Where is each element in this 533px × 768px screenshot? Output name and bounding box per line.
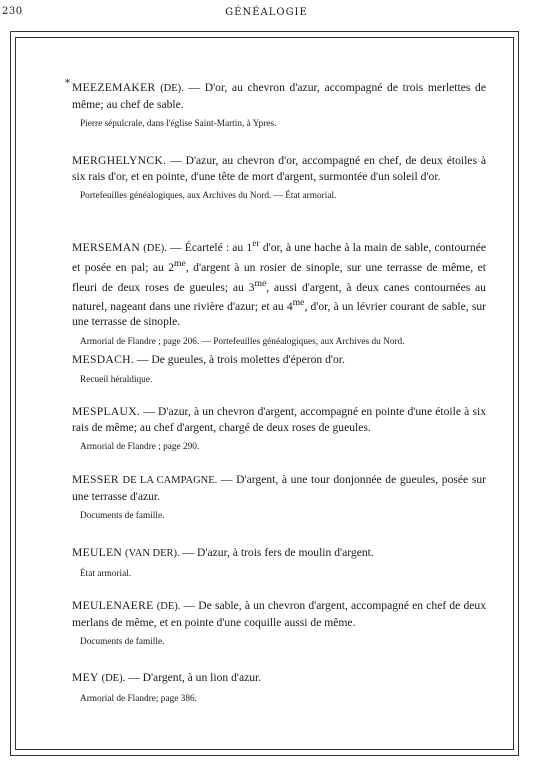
entry-blazon: — D'azur, au chevron d'or, accompagné en chef, de deux étoiles à six rais d'or, et en pointe, d'une tête de mort d'argent, surmontée d'un soleil d'or. bbox=[72, 154, 486, 183]
entry-source: Portefeuilles généalogiques, aux Archives du Nord. — État armorial. bbox=[80, 191, 337, 201]
entry-particle: (DE). bbox=[156, 601, 181, 612]
entry-blazon: — D'azur, à un chevron d'argent, accompagné en pointe d'une étoile à six rais de même; au chef d'argent, chargé de deux roses de gueules. bbox=[72, 405, 486, 434]
entry-name: MERSEMAN bbox=[72, 240, 141, 254]
entry-name: MESDACH. bbox=[72, 353, 134, 366]
entry-particle: DE LA CAMPAGNE. bbox=[122, 475, 218, 486]
ordinal-superscript: er bbox=[252, 238, 260, 249]
entry-mesdach bbox=[72, 352, 345, 386]
entry-messer bbox=[72, 472, 486, 522]
entry-text bbox=[72, 352, 345, 368]
entry-name: MEY bbox=[72, 671, 99, 684]
entry-blazon-part: , aussi d'argent, à deux canes contournées au naturel, nageant dans une rivière d'azur; et au 4 bbox=[72, 280, 486, 313]
page-number: 230 bbox=[2, 6, 23, 17]
entry-blazon: — D'argent, à un lion d'azur. bbox=[125, 671, 262, 684]
entry-source: État armorial. bbox=[80, 568, 132, 579]
entry-meulenaere bbox=[72, 598, 486, 648]
entry-blazon: — D'or, au chevron d'azur, accompagné de trois merlettes de même; au chef de sable. bbox=[72, 81, 487, 111]
entry-name: MERGHELYNCK. bbox=[72, 154, 167, 167]
ordinal-superscript: me bbox=[254, 277, 267, 289]
entry-source: Armorial de Flandre; page 386. bbox=[80, 693, 197, 704]
entry-source: Armorial de Flandre ; page 290. bbox=[80, 442, 200, 452]
entry-source: Documents de famille. bbox=[80, 511, 165, 521]
entry-blazon: — D'azur, à trois fers de moulin d'argent. bbox=[179, 546, 374, 559]
entry-text bbox=[72, 670, 261, 687]
entry-particle: (VAN DER). bbox=[125, 548, 180, 559]
entry-text bbox=[72, 472, 486, 504]
entry-source: Pierre sépulcrale, dans l'église Saint-Martin, à Ypres. bbox=[80, 119, 277, 129]
entry-name: MESSER bbox=[72, 473, 119, 486]
entry-mesplaux bbox=[72, 404, 486, 453]
entry-blazon: — De gueules, à trois molettes d'éperon d'or. bbox=[134, 353, 345, 366]
entry-mey bbox=[72, 670, 261, 705]
entry-blazon-part: d'or, à une hache à la main de sable, contournée et posée en pal; au 2 bbox=[72, 240, 486, 275]
entry-source: Recueil héraldique. bbox=[80, 374, 153, 385]
entry-name: MEULEN bbox=[72, 546, 123, 559]
entry-meulen bbox=[72, 545, 374, 580]
entry-source: Armorial de Flandre ; page 206. — Portefeuilles généalogiques, aux Archives du Nord. bbox=[80, 336, 405, 347]
entry-particle: (DE). bbox=[143, 242, 167, 254]
entry-particle: (DE). bbox=[101, 673, 126, 684]
entry-blazon: — De sable, à un chevron d'argent, accompagné en chef de deux merlans de même, et en pointe d'une coquille aussi de même. bbox=[72, 599, 486, 629]
entry-text bbox=[72, 80, 486, 112]
ordinal-superscript: me bbox=[292, 297, 305, 309]
entry-particle: (DE). bbox=[160, 83, 184, 94]
entry-blazon-part: , d'or, à un lévrier courant de sable, sur une terrasse de sinople. bbox=[72, 299, 486, 329]
ordinal-superscript: me bbox=[174, 258, 186, 270]
entry-merghelynck bbox=[72, 153, 486, 202]
entry-name: MEULENAERE bbox=[72, 599, 154, 612]
entry-text bbox=[72, 236, 486, 330]
entry-text bbox=[72, 545, 374, 562]
running-head: GÉNÉALOGIE bbox=[225, 7, 308, 18]
entry-blazon: — D'argent, à une tour donjonnée de gueules, posée sur une terrasse d'azur. bbox=[72, 473, 487, 503]
entry-text bbox=[72, 404, 486, 435]
entry-blazon-part: — Écartelé : au 1 bbox=[166, 240, 253, 254]
asterisk-marker: * bbox=[65, 78, 70, 89]
entry-name: MESPLAUX. bbox=[72, 405, 141, 418]
entry-source: Documents de famille. bbox=[80, 637, 165, 647]
entry-meezemaker bbox=[65, 78, 487, 130]
entry-name: MEEZEMAKER bbox=[72, 81, 156, 94]
entry-text bbox=[72, 153, 486, 184]
entry-text bbox=[72, 598, 486, 630]
entry-blazon-part: , d'argent à un rosier de sinople, sur une terrasse de même, et fleuri de deux roses de gueules; au 3 bbox=[72, 261, 486, 294]
entry-merseman bbox=[72, 236, 486, 348]
